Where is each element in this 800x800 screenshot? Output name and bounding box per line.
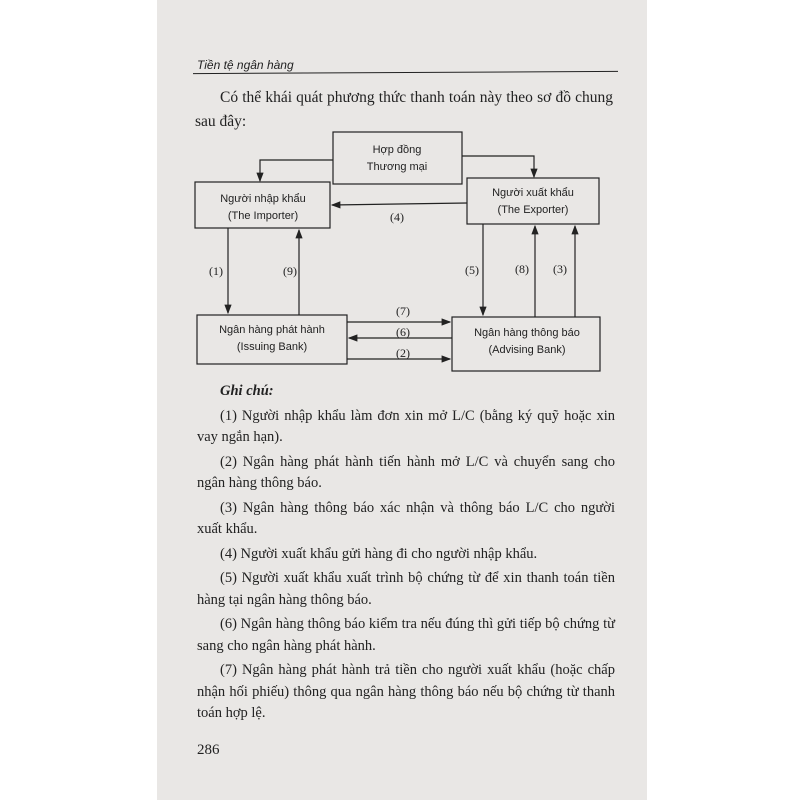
notes-title: Ghi chú:: [220, 383, 274, 399]
step-label-6: (6): [396, 325, 410, 339]
note-item: (2) Ngân hàng phát hành tiến hành mở L/C và chuyển sang cho ngân hàng thông báo.: [197, 453, 615, 491]
contract-box: [333, 132, 462, 184]
step-label-9: (9): [283, 264, 297, 278]
exporter-box: [467, 178, 599, 224]
step-label-8: (8): [515, 262, 529, 276]
exporter-label-1: Người xuất khẩu: [492, 187, 574, 199]
note-item: (6) Ngân hàng thông báo kiểm tra nếu đúng thì gửi tiếp bộ chứng từ sang cho ngân hàng phát hành.: [197, 616, 615, 654]
arrow-step-4: [332, 203, 467, 205]
importer-label-1: Người nhập khẩu: [220, 193, 306, 205]
issuing-bank-box: [197, 315, 347, 364]
running-header: Tiền tệ ngân hàng: [197, 58, 294, 72]
note-item: (7) Ngân hàng phát hành trả tiền cho người xuất khẩu (hoặc chấp nhận hối phiếu) thông qua ngân hàng thông báo nếu bộ chứng từ thanh toán hợp lệ.: [197, 662, 615, 721]
notes-section: [197, 381, 615, 728]
advising-bank-label-2: (Advising Bank): [488, 344, 566, 356]
arrow-contract-to-importer: [260, 160, 333, 181]
note-item: (3) Ngân hàng thông báo xác nhận và thông báo L/C cho người xuất khẩu.: [197, 499, 615, 537]
contract-label-2: Thương mại: [366, 161, 428, 173]
step-label-3: (3): [553, 262, 567, 276]
arrow-contract-to-exporter: [462, 156, 534, 177]
exporter-label-2: (The Exporter): [497, 204, 569, 216]
step-label-7: (7): [396, 304, 410, 318]
step-label-5: (5): [465, 263, 479, 277]
issuing-bank-label-1: Ngân hàng phát hành: [219, 324, 325, 336]
note-item: (5) Người xuất khẩu xuất trình bộ chứng từ để xin thanh toán tiền hàng tại ngân hàng thông báo.: [197, 570, 615, 608]
advising-bank-label-1: Ngân hàng thông báo: [474, 327, 580, 339]
issuing-bank-label-2: (Issuing Bank): [236, 341, 308, 353]
step-label-4: (4): [390, 210, 404, 224]
note-item: (1) Người nhập khẩu làm đơn xin mở L/C (bằng ký quỹ hoặc xin vay ngắn hạn).: [197, 407, 615, 445]
importer-label-2: (The Importer): [227, 210, 299, 222]
page-number: 286: [197, 742, 220, 758]
step-label-2: (2): [396, 346, 410, 360]
intro-paragraph: Có thể khái quát phương thức thanh toán này theo sơ đồ chung sau đây:: [195, 89, 613, 130]
note-item: (4) Người xuất khẩu gửi hàng đi cho người nhập khẩu.: [220, 545, 538, 562]
step-label-1: (1): [209, 264, 223, 278]
contract-label-1: Hợp đồng: [372, 144, 422, 156]
